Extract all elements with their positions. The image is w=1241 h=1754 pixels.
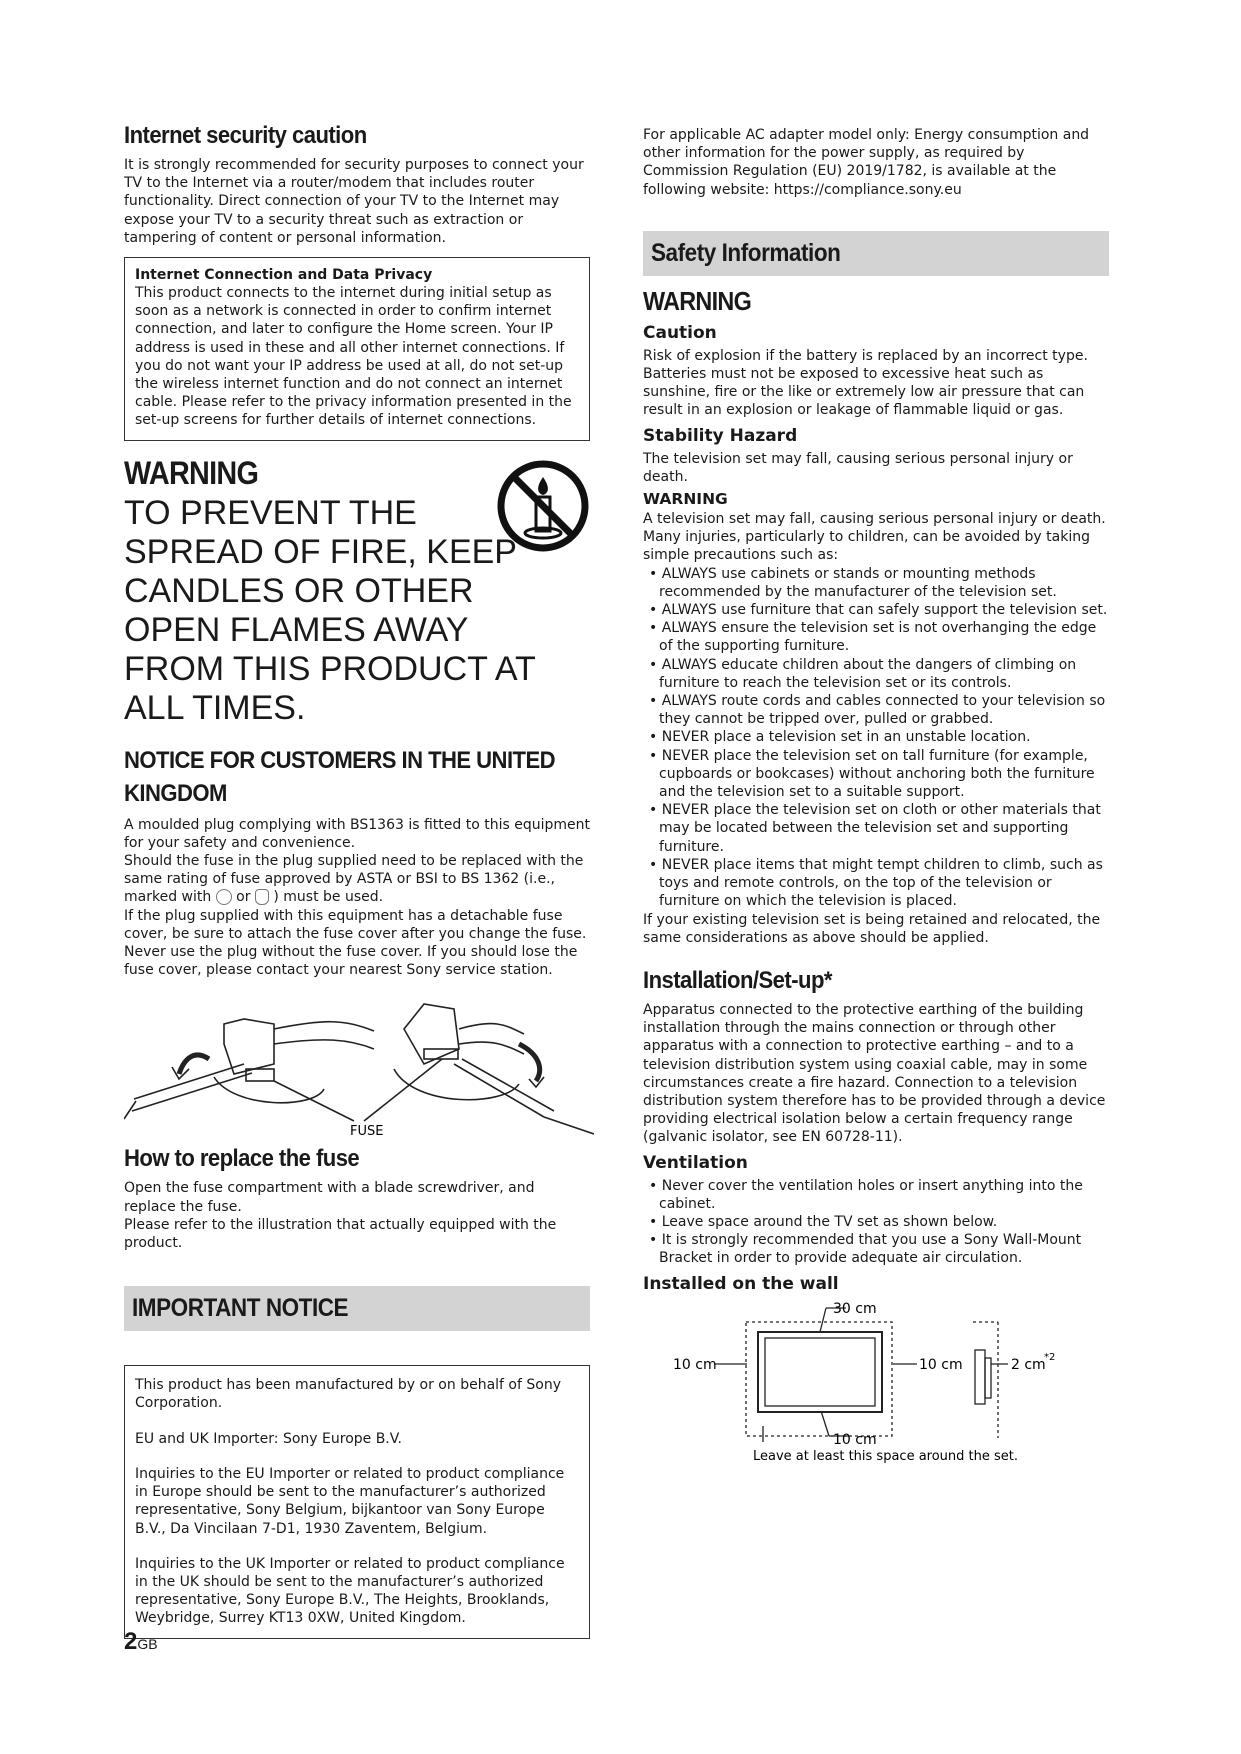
wall-right-label: 10 cm: [919, 1356, 963, 1373]
warning2-intro: A television set may fall, causing serious personal injury or death. Many injuries, particularly to children, can be avoided by taking simple precautions such as:: [643, 511, 1106, 564]
right-column: [643, 126, 1113, 1468]
list-item: • NEVER place the television set on cloth or other materials that may be located between the television set and supporting furniture.: [643, 801, 1113, 856]
no-candle-icon: [496, 459, 590, 553]
wall-side-label: 2 cm: [1011, 1356, 1046, 1373]
page-number: [124, 1628, 158, 1656]
fuse-replacement-illustration: [124, 989, 594, 1139]
replace-fuse-title: How to replace the fuse: [124, 1145, 360, 1173]
list-item: • NEVER place a television set in an unstable location.: [643, 728, 1113, 746]
fire-warning-text: TO PREVENT THE SPREAD OF FIRE, KEEP CANDLES OR OTHER OPEN FLAMES AWAY FROM THIS PRODUCT AT ALL TIMES.: [124, 493, 536, 727]
wall-install-title: Installed on the wall: [643, 1273, 839, 1294]
ventilation-title: Ventilation: [643, 1152, 748, 1173]
list-item: • Never cover the ventilation holes or insert anything into the cabinet.: [643, 1177, 1113, 1213]
warning2-title: WARNING: [643, 490, 728, 509]
list-item: • ALWAYS educate children about the dangers of climbing on furniture to reach the television set or its controls.: [643, 656, 1113, 692]
page-number-suffix: GB: [137, 1636, 158, 1652]
wall-caption: Leave at least this space around the set.: [753, 1448, 1019, 1464]
list-item: • Leave space around the TV set as shown below.: [643, 1213, 1113, 1231]
wall-bottom-label: 10 cm: [833, 1431, 877, 1448]
mark-separator: or: [236, 889, 251, 906]
list-item: • ALWAYS use furniture that can safely support the television set.: [643, 601, 1113, 619]
privacy-box-body: This product connects to the internet during initial setup as soon as a network is connected in order to confirm internet connection, and later to configure the Home screen. Your IP address is used in these and all other internet connections. If you do not want your IP address be used at all, do not set-up the wireless internet function and do not connect an internet cable. Please refer to the privacy information presented in the set-up screens for further details of internet connections.: [135, 285, 572, 429]
warning2-list: [643, 565, 1113, 911]
wall-clearance-diagram: [643, 1298, 1113, 1468]
replace-fuse-p2: Please refer to the illustration that actually equipped with the product.: [124, 1216, 557, 1252]
fire-warning: [124, 455, 590, 728]
privacy-box-title: Internet Connection and Data Privacy: [135, 267, 433, 284]
list-item: • ALWAYS ensure the television set is not overhanging the edge of the supporting furniture.: [643, 619, 1113, 655]
left-column: [124, 122, 590, 1639]
page-number-value: 2: [124, 1628, 138, 1655]
replace-fuse-p1: Open the fuse compartment with a blade screwdriver, and replace the fuse.: [124, 1180, 535, 1215]
asta-mark-icon: [216, 889, 232, 905]
uk-notice-p2-text: Should the fuse in the plug supplied need to be replaced with the same rating of fuse approved by ASTA or BSI to BS 1362 (i.e., marked with: [124, 853, 584, 906]
important-notice-title: IMPORTANT NOTICE: [132, 1294, 349, 1323]
caution-title: Caution: [643, 322, 717, 343]
uk-notice-p1: A moulded plug complying with BS1363 is fitted to this equipment for your safety and convenience.: [124, 816, 590, 851]
uk-notice-p3: If the plug supplied with this equipment has a detachable fuse cover, be sure to attach the fuse cover after you change the fuse. Never use the plug without the fuse cover. If you should lose the fuse cover, please contact your nearest Sony service station.: [124, 907, 587, 979]
caution-body: Risk of explosion if the battery is replaced by an incorrect type. Batteries must not be exposed to excessive heat such as sunshine, fire or the like or extremely low air pressure that can result in an explosion or leakage of flammable liquid or gas.: [643, 347, 1088, 419]
warning2-outro: If your existing television set is being retained and relocated, the same considerations as above should be applied.: [643, 911, 1101, 946]
importer-p4: Inquiries to the UK Importer or related to product compliance in the UK should be sent to the manufacturer’s authorized representative, Sony Europe B.V., The Heights, Brooklands, Weybridge, Surrey KT13 0XW, United Kingdom.: [135, 1555, 565, 1627]
list-item: • NEVER place items that might tempt children to climb, such as toys and remote controls, on the top of the television or furniture on which the television is placed.: [643, 856, 1113, 911]
installation-title: Installation/Set-up*: [643, 966, 832, 994]
uk-notice-p2: [124, 852, 590, 907]
ventilation-list: [643, 1177, 1113, 1268]
uk-notice-title: NOTICE FOR CUSTOMERS IN THE UNITED KINGDOM: [124, 746, 556, 807]
stability-body: The television set may fall, causing serious personal injury or death.: [643, 450, 1073, 485]
safety-information-title: Safety Information: [651, 238, 841, 267]
fuse-label: FUSE: [350, 1124, 384, 1140]
wall-top-label: 30 cm: [833, 1300, 877, 1317]
installation-body: Apparatus connected to the protective earthing of the building installation through the mains connection or through other apparatus with a connection to protective earthing – and to a television distribution system using coaxial cable, may in some circumstances create a fire hazard. Connection to a television distribution system therefore has to be provided through a device providing electrical isolation below a certain frequency range (galvanic isolator, see EN 60728-11).: [643, 1001, 1106, 1146]
list-item: • ALWAYS use cabinets or stands or mounting methods recommended by the manufacturer of the television set.: [643, 565, 1113, 601]
wall-left-label: 10 cm: [673, 1356, 717, 1373]
wall-side-note: *2: [1044, 1351, 1056, 1363]
list-item: • NEVER place the television set on tall furniture (for example, cupboards or bookcases) without anchoring both the furniture and the television set to a suitable support.: [643, 747, 1113, 802]
important-notice-bar: [124, 1286, 590, 1331]
ac-adapter-text: For applicable AC adapter model only: Energy consumption and other information for the power supply, as required by Commission Regulation (EU) 2019/1782, is available at the following website: https://compliance.sony.eu: [643, 127, 1090, 198]
bsi-mark-icon: [255, 889, 269, 905]
importer-box: [124, 1365, 590, 1638]
uk-notice-p2-end: ) must be used.: [273, 889, 384, 906]
list-item: • ALWAYS route cords and cables connected to your television so they cannot be tripped over, pulled or grabbed.: [643, 692, 1113, 728]
internet-security-body: It is strongly recommended for security purposes to connect your TV to the Internet via a router/modem that includes router functionality. Direct connection of your TV to the Internet may expose your TV to a security threat such as extraction or tampering of content or personal information.: [124, 157, 584, 246]
internet-security-title: Internet security caution: [124, 122, 367, 149]
privacy-box: [124, 257, 590, 441]
safety-warning-heading: WARNING: [643, 285, 752, 316]
list-item: • It is strongly recommended that you use a Sony Wall-Mount Bracket in order to provide adequate air circulation.: [643, 1231, 1113, 1267]
importer-p2: EU and UK Importer: Sony Europe B.V.: [135, 1430, 402, 1447]
importer-p1: This product has been manufactured by or on behalf of Sony Corporation.: [135, 1377, 561, 1412]
safety-information-bar: [643, 231, 1109, 276]
stability-title: Stability Hazard: [643, 425, 798, 446]
fire-warning-heading: WARNING: [124, 454, 259, 491]
importer-p3: Inquiries to the EU Importer or related to product compliance in Europe should be sent to the manufacturer’s authorized representative, Sony Belgium, bijkantoor van Sony Europe B.V., Da Vincilaan 7-D1, 1930 Zaventem, Belgium.: [135, 1465, 565, 1537]
